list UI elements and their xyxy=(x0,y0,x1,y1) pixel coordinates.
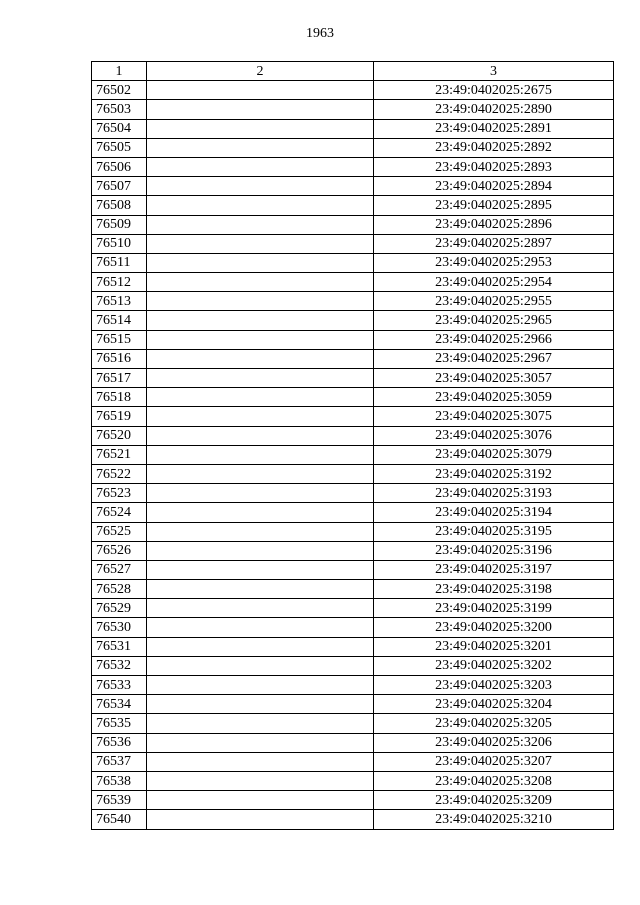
table-row xyxy=(92,426,614,445)
row-description-cell xyxy=(147,81,374,100)
table-row xyxy=(92,349,614,368)
row-description-cell xyxy=(147,599,374,618)
row-number-cell: 76522 xyxy=(92,464,147,483)
row-description-cell xyxy=(147,215,374,234)
cadastral-number-cell: 23:49:0402025:3210 xyxy=(374,810,614,829)
row-description-cell xyxy=(147,580,374,599)
row-description-cell xyxy=(147,273,374,292)
table-row xyxy=(92,522,614,541)
row-number-cell: 76530 xyxy=(92,618,147,637)
cadastral-number-cell: 23:49:0402025:2890 xyxy=(374,100,614,119)
cadastral-number-cell: 23:49:0402025:2966 xyxy=(374,330,614,349)
cadastral-number-cell: 23:49:0402025:3199 xyxy=(374,599,614,618)
row-description-cell xyxy=(147,503,374,522)
cadastral-number-cell: 23:49:0402025:2897 xyxy=(374,234,614,253)
row-description-cell xyxy=(147,253,374,272)
table-row xyxy=(92,100,614,119)
header-row xyxy=(92,62,614,81)
cadastral-number-cell: 23:49:0402025:3192 xyxy=(374,464,614,483)
cadastral-number-cell: 23:49:0402025:3202 xyxy=(374,656,614,675)
row-number-cell: 76510 xyxy=(92,234,147,253)
cadastral-number-cell: 23:49:0402025:2895 xyxy=(374,196,614,215)
table-row xyxy=(92,752,614,771)
cadastral-number-cell: 23:49:0402025:2965 xyxy=(374,311,614,330)
cadastral-number-cell: 23:49:0402025:3195 xyxy=(374,522,614,541)
row-description-cell xyxy=(147,445,374,464)
table-row xyxy=(92,407,614,426)
row-description-cell xyxy=(147,752,374,771)
row-number-cell: 76514 xyxy=(92,311,147,330)
table-header xyxy=(92,62,614,81)
table-row xyxy=(92,695,614,714)
table-row xyxy=(92,791,614,810)
table-row xyxy=(92,676,614,695)
row-description-cell xyxy=(147,714,374,733)
row-number-cell: 76529 xyxy=(92,599,147,618)
table-row xyxy=(92,138,614,157)
row-description-cell xyxy=(147,119,374,138)
row-description-cell xyxy=(147,177,374,196)
page-number: 1963 xyxy=(306,26,334,41)
cadastral-number-cell: 23:49:0402025:3075 xyxy=(374,407,614,426)
table-row xyxy=(92,599,614,618)
table-row xyxy=(92,215,614,234)
row-number-cell: 76525 xyxy=(92,522,147,541)
row-description-cell xyxy=(147,369,374,388)
row-description-cell xyxy=(147,522,374,541)
row-number-cell: 76536 xyxy=(92,733,147,752)
row-number-cell: 76503 xyxy=(92,100,147,119)
row-description-cell xyxy=(147,100,374,119)
row-description-cell xyxy=(147,349,374,368)
table-row xyxy=(92,637,614,656)
table-row xyxy=(92,388,614,407)
cadastral-number-cell: 23:49:0402025:3193 xyxy=(374,484,614,503)
cadastral-number-cell: 23:49:0402025:2891 xyxy=(374,119,614,138)
table-body xyxy=(92,81,614,829)
table-row xyxy=(92,733,614,752)
row-description-cell xyxy=(147,810,374,829)
table-row xyxy=(92,503,614,522)
row-number-cell: 76507 xyxy=(92,177,147,196)
row-number-cell: 76519 xyxy=(92,407,147,426)
registry-table xyxy=(91,61,614,830)
table-row xyxy=(92,81,614,100)
cadastral-number-cell: 23:49:0402025:3206 xyxy=(374,733,614,752)
table-row xyxy=(92,771,614,790)
row-description-cell xyxy=(147,656,374,675)
row-number-cell: 76515 xyxy=(92,330,147,349)
table-row xyxy=(92,580,614,599)
cadastral-number-cell: 23:49:0402025:3198 xyxy=(374,580,614,599)
row-description-cell xyxy=(147,560,374,579)
row-description-cell xyxy=(147,407,374,426)
row-number-cell: 76521 xyxy=(92,445,147,464)
cadastral-number-cell: 23:49:0402025:3200 xyxy=(374,618,614,637)
row-description-cell xyxy=(147,733,374,752)
cadastral-number-cell: 23:49:0402025:3197 xyxy=(374,560,614,579)
row-number-cell: 76523 xyxy=(92,484,147,503)
column-header-2: 2 xyxy=(147,62,374,81)
row-number-cell: 76526 xyxy=(92,541,147,560)
row-description-cell xyxy=(147,234,374,253)
table-row xyxy=(92,157,614,176)
row-number-cell: 76509 xyxy=(92,215,147,234)
table-row xyxy=(92,369,614,388)
row-number-cell: 76511 xyxy=(92,253,147,272)
cadastral-number-cell: 23:49:0402025:2967 xyxy=(374,349,614,368)
cadastral-number-cell: 23:49:0402025:3207 xyxy=(374,752,614,771)
row-number-cell: 76517 xyxy=(92,369,147,388)
row-description-cell xyxy=(147,426,374,445)
cadastral-number-cell: 23:49:0402025:3204 xyxy=(374,695,614,714)
table-row xyxy=(92,292,614,311)
table-row xyxy=(92,656,614,675)
row-number-cell: 76532 xyxy=(92,656,147,675)
row-number-cell: 76540 xyxy=(92,810,147,829)
row-number-cell: 76531 xyxy=(92,637,147,656)
cadastral-number-cell: 23:49:0402025:2954 xyxy=(374,273,614,292)
table-row xyxy=(92,177,614,196)
table-row xyxy=(92,810,614,829)
cadastral-number-cell: 23:49:0402025:3205 xyxy=(374,714,614,733)
cadastral-number-cell: 23:49:0402025:3079 xyxy=(374,445,614,464)
row-description-cell xyxy=(147,695,374,714)
cadastral-number-cell: 23:49:0402025:3209 xyxy=(374,791,614,810)
table-row xyxy=(92,714,614,733)
row-description-cell xyxy=(147,196,374,215)
cadastral-number-cell: 23:49:0402025:2893 xyxy=(374,157,614,176)
row-number-cell: 76534 xyxy=(92,695,147,714)
column-header-3: 3 xyxy=(374,62,614,81)
cadastral-number-cell: 23:49:0402025:3201 xyxy=(374,637,614,656)
table-row xyxy=(92,464,614,483)
row-number-cell: 76533 xyxy=(92,676,147,695)
cadastral-number-cell: 23:49:0402025:3203 xyxy=(374,676,614,695)
row-description-cell xyxy=(147,138,374,157)
row-number-cell: 76505 xyxy=(92,138,147,157)
row-number-cell: 76524 xyxy=(92,503,147,522)
row-number-cell: 76516 xyxy=(92,349,147,368)
table-row xyxy=(92,618,614,637)
table-row xyxy=(92,330,614,349)
table-row xyxy=(92,484,614,503)
row-description-cell xyxy=(147,330,374,349)
row-number-cell: 76535 xyxy=(92,714,147,733)
row-number-cell: 76527 xyxy=(92,560,147,579)
table-row xyxy=(92,234,614,253)
row-number-cell: 76512 xyxy=(92,273,147,292)
row-description-cell xyxy=(147,541,374,560)
row-number-cell: 76506 xyxy=(92,157,147,176)
table-row xyxy=(92,445,614,464)
row-number-cell: 76508 xyxy=(92,196,147,215)
row-description-cell xyxy=(147,676,374,695)
row-description-cell xyxy=(147,388,374,407)
cadastral-number-cell: 23:49:0402025:2955 xyxy=(374,292,614,311)
cadastral-number-cell: 23:49:0402025:2892 xyxy=(374,138,614,157)
row-description-cell xyxy=(147,464,374,483)
table-row xyxy=(92,560,614,579)
row-number-cell: 76538 xyxy=(92,771,147,790)
cadastral-number-cell: 23:49:0402025:3194 xyxy=(374,503,614,522)
column-header-1: 1 xyxy=(92,62,147,81)
row-number-cell: 76539 xyxy=(92,791,147,810)
row-description-cell xyxy=(147,311,374,330)
table-row xyxy=(92,196,614,215)
row-number-cell: 76518 xyxy=(92,388,147,407)
row-number-cell: 76537 xyxy=(92,752,147,771)
cadastral-number-cell: 23:49:0402025:3057 xyxy=(374,369,614,388)
row-description-cell xyxy=(147,637,374,656)
row-description-cell xyxy=(147,791,374,810)
table-row xyxy=(92,119,614,138)
cadastral-number-cell: 23:49:0402025:3076 xyxy=(374,426,614,445)
row-number-cell: 76502 xyxy=(92,81,147,100)
table-row xyxy=(92,311,614,330)
table-row xyxy=(92,541,614,560)
row-description-cell xyxy=(147,484,374,503)
row-number-cell: 76504 xyxy=(92,119,147,138)
cadastral-number-cell: 23:49:0402025:3196 xyxy=(374,541,614,560)
row-description-cell xyxy=(147,771,374,790)
row-description-cell xyxy=(147,618,374,637)
cadastral-number-cell: 23:49:0402025:2896 xyxy=(374,215,614,234)
row-number-cell: 76528 xyxy=(92,580,147,599)
row-description-cell xyxy=(147,157,374,176)
row-number-cell: 76513 xyxy=(92,292,147,311)
cadastral-number-cell: 23:49:0402025:2953 xyxy=(374,253,614,272)
row-description-cell xyxy=(147,292,374,311)
table-row xyxy=(92,273,614,292)
cadastral-number-cell: 23:49:0402025:2675 xyxy=(374,81,614,100)
table-row xyxy=(92,253,614,272)
cadastral-number-cell: 23:49:0402025:3059 xyxy=(374,388,614,407)
cadastral-number-cell: 23:49:0402025:2894 xyxy=(374,177,614,196)
cadastral-number-cell: 23:49:0402025:3208 xyxy=(374,771,614,790)
row-number-cell: 76520 xyxy=(92,426,147,445)
